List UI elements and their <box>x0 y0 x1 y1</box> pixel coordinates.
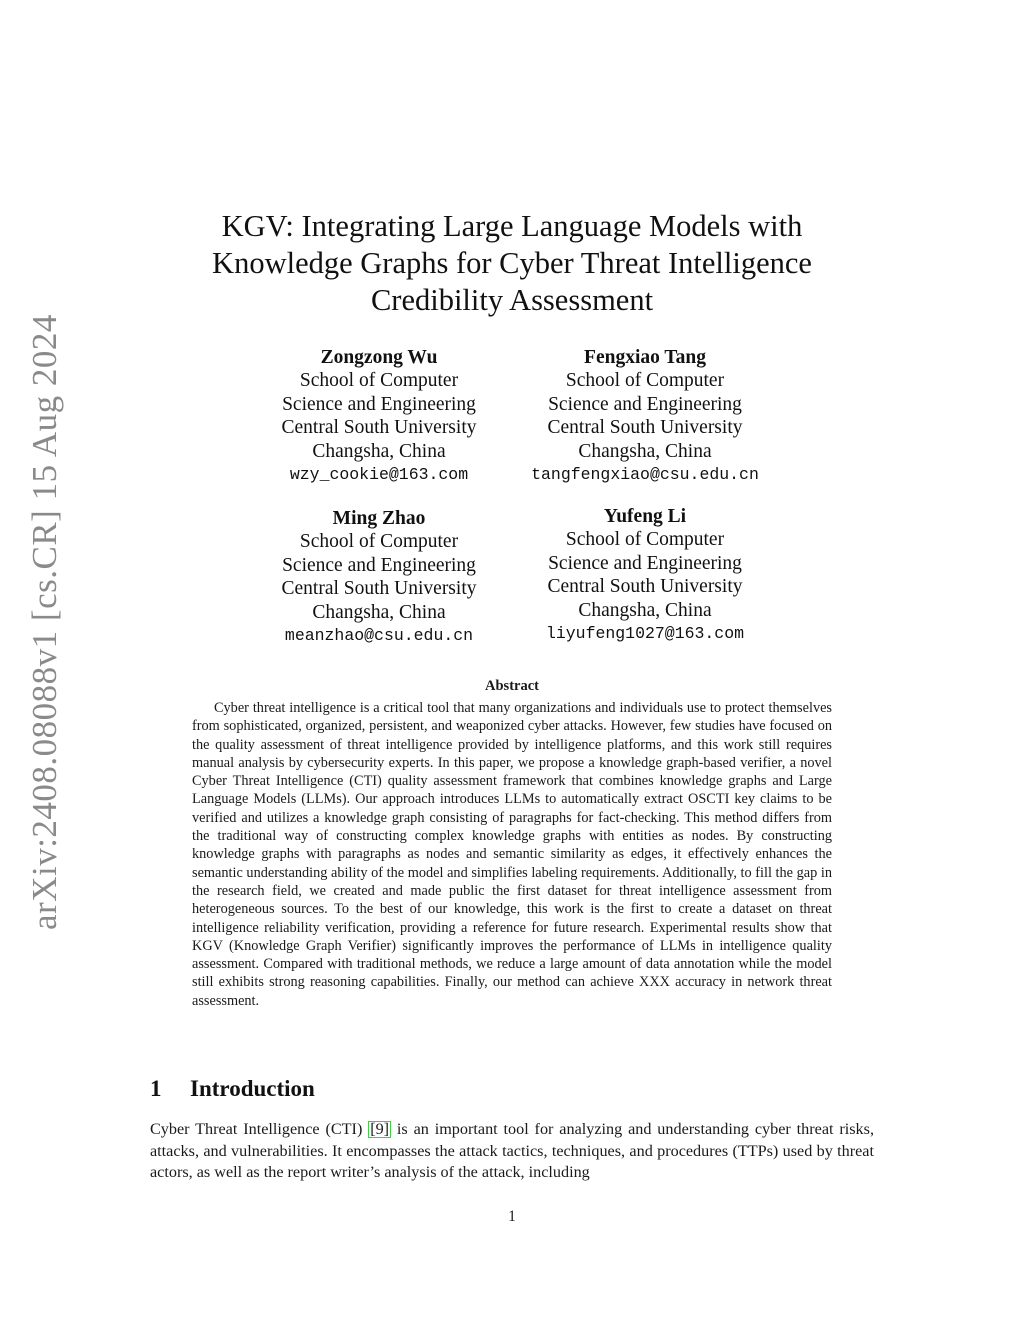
author-name: Fengxiao Tang <box>584 347 706 368</box>
author-affiliation: Changsha, China <box>578 599 712 621</box>
author-affiliation: School of Computer <box>565 370 725 392</box>
author-name: Yufeng Li <box>603 506 687 527</box>
author-block-fengxiao-tang <box>515 346 775 487</box>
author-affiliation: Science and Engineering <box>548 552 742 574</box>
author-affiliation: School of Computer <box>565 529 725 551</box>
title-line: Credibility Assessment <box>370 283 654 317</box>
author-email[interactable]: wzy_cookie@163.com <box>289 465 469 485</box>
author-affiliation: School of Computer <box>299 370 459 392</box>
author-affiliation: School of Computer <box>299 531 459 553</box>
arxiv-identifier-stamp: arXiv:2408.08088v1 [cs.CR] 15 Aug 2024 <box>25 314 64 930</box>
intro-text-start: Cyber Threat Intelligence (CTI) <box>150 1120 369 1138</box>
author-email[interactable]: tangfengxiao@csu.edu.cn <box>531 465 759 485</box>
author-name: Ming Zhao <box>332 508 426 529</box>
author-affiliation: Central South University <box>547 417 743 439</box>
author-email[interactable]: meanzhao@csu.edu.cn <box>284 626 474 646</box>
page-number: 1 <box>508 1208 516 1225</box>
section-heading-introduction <box>150 1076 315 1102</box>
author-affiliation: Changsha, China <box>312 601 446 623</box>
author-block-ming-zhao <box>249 507 509 648</box>
paper-title <box>150 208 874 319</box>
author-email[interactable]: liyufeng1027@163.com <box>545 624 745 644</box>
abstract-body: Cyber threat intelligence is a critical tool that many organizations and individuals use to protect themselves from sophisticated, organized, persistent, and weaponized cyber attacks. However, few studies have focused on the quality assessment of threat intelligence provided by intelligence platforms, and this work still requires manual analysis by cybersecurity experts. In this paper, we propose a knowledge graph-based verifier, a novel Cyber Threat Intelligence (CTI) quality assessment framework that combines knowledge graphs and Large Language Models (LLMs). Our approach introduces LLMs to automatically extract OSCTI key claims to be verified and utilizes a knowledge graph consisting of paragraphs for fact-checking. This method differs from the traditional way of constructing complex knowledge graphs with entities as nodes. By constructing knowledge graphs with paragraphs as nodes and semantic similarity as edges, it effectively enhances the semantic understanding ability of the model and simplifies labeling requirements. Additionally, to fill the gap in the research field, we created and made public the first dataset for threat intelligence assessment from heterogeneous sources. To the best of our knowledge, this work is the first to create a dataset on threat intelligence reliability verification, providing a reference for future research. Experimental results show that KGV (Knowledge Graph Verifier) significantly improves the performance of LLMs in intelligence quality assessment. Compared with traditional methods, we reduce a large amount of data annotation while the model still exhibits strong reasoning capabilities. Finally, our method can achieve XXX accuracy in network threat assessment. <box>192 700 832 1009</box>
abstract-heading: Abstract <box>485 678 539 694</box>
author-block-yufeng-li <box>515 505 775 646</box>
author-affiliation: Science and Engineering <box>548 393 742 415</box>
author-affiliation: Science and Engineering <box>282 554 476 576</box>
author-affiliation: Central South University <box>281 578 477 600</box>
author-affiliation: Central South University <box>547 576 743 598</box>
title-line: Knowledge Graphs for Cyber Threat Intelligence <box>212 246 812 280</box>
introduction-paragraph <box>150 1119 874 1184</box>
author-affiliation: Changsha, China <box>312 440 446 462</box>
author-affiliation: Changsha, China <box>578 440 712 462</box>
citation-link[interactable]: [9] <box>370 1120 390 1138</box>
author-affiliation: Science and Engineering <box>282 393 476 415</box>
intro-text-continued: is an important tool for analyzing and understanding cyber threat risks, attacks, and vulnerabilities. It encompasses the attack tactics, techniques, and procedures (TTPs) used by threat actors, as well as the report writer’s analysis of the attack, including <box>150 1120 875 1182</box>
author-block-zongzong-wu <box>249 346 509 487</box>
section-title: Introduction <box>190 1076 315 1101</box>
author-name: Zongzong Wu <box>320 347 438 368</box>
title-line: KGV: Integrating Large Language Models with <box>221 209 803 243</box>
section-number: 1 <box>150 1076 162 1101</box>
author-affiliation: Central South University <box>281 417 477 439</box>
